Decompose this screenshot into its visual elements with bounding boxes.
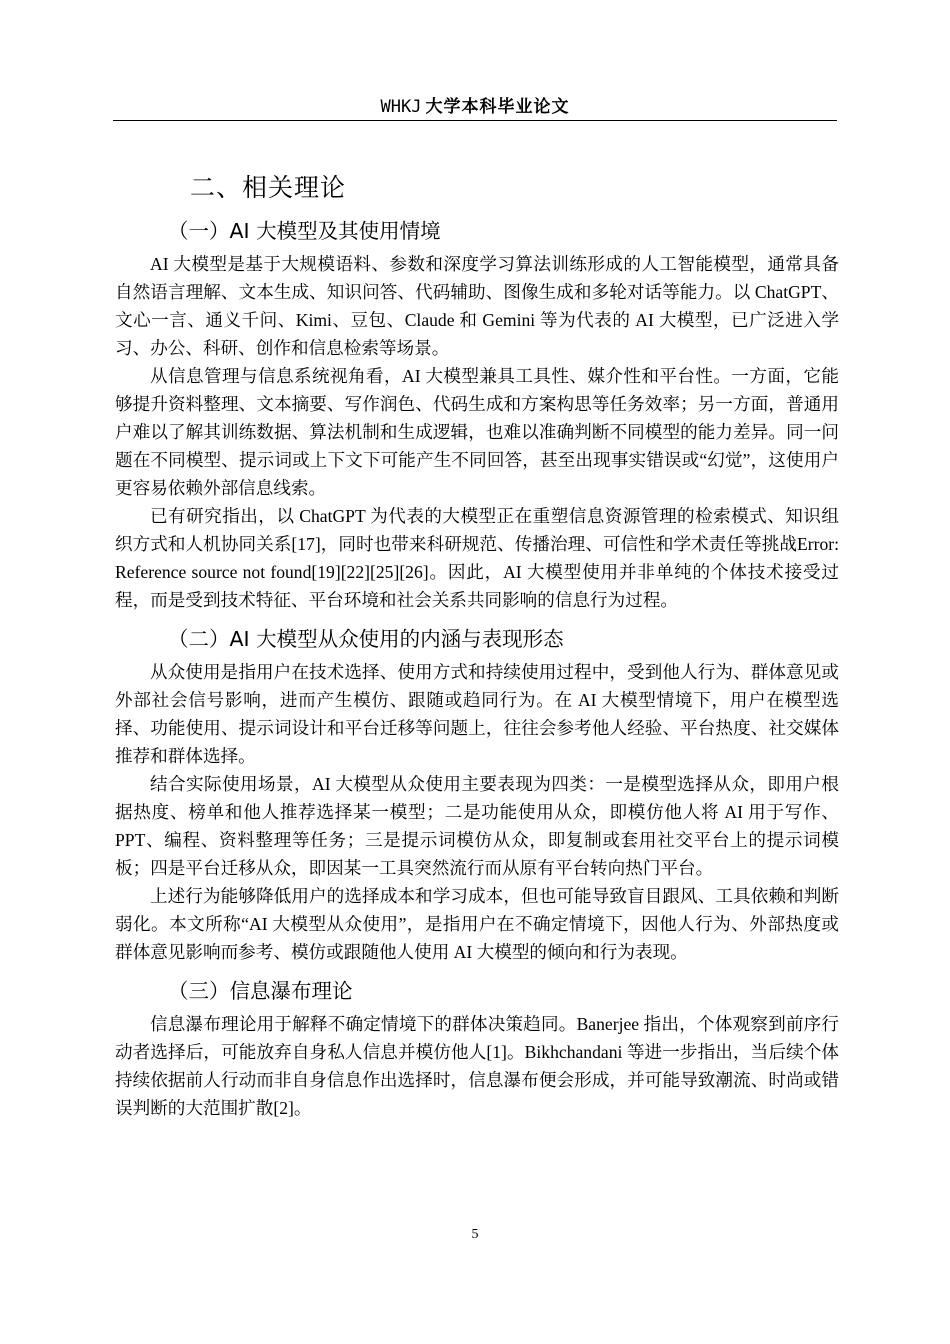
- paragraph: 信息瀑布理论用于解释不确定情境下的群体决策趋同。Banerjee 指出，个体观察到前序行动者选择后，可能放弃自身私人信息并模仿他人[1]。Bikhchandani 等进一步指出，当后续个体持续依据前人行动而非自身信息作出选择时，信息瀑布便会形成，并可能导致潮流、时尚或错误判断的大范围扩散[2]。: [115, 1014, 839, 1118]
- paragraph: 已有研究指出，以 ChatGPT 为代表的大模型正在重塑信息资源管理的检索模式、知识组织方式和人机协同关系[17]，同时也带来科研规范、传播治理、可信性和学术责任等挑战Error: Reference source not found[19][22][25][26]。因此，AI 大模型使用并非单纯的个体技术接受过程，而是受到技术特征、平台环境和社会关系共同影响的信息行为过程。: [115, 506, 839, 610]
- header-title: 大学本科毕业论文: [425, 97, 570, 117]
- section-heading-1: （一）AI 大模型及其使用情境: [168, 219, 441, 243]
- paragraph: 上述行为能够降低用户的选择成本和学习成本，但也可能导致盲目跟风、工具依赖和判断弱化。本文所称“AI 大模型从众使用”，是指用户在不确定情境下，因他人行为、外部热度或群体意见影响而参考、模仿或跟随他人使用 AI 大模型的倾向和行为表现。: [115, 886, 839, 962]
- document-body: [115, 168, 839, 1122]
- section-heading-3: （三）信息瀑布理论: [168, 979, 353, 1003]
- paragraph: 从众使用是指用户在技术选择、使用方式和持续使用过程中，受到他人行为、群体意见或外部社会信号影响，进而产生模仿、跟随或趋同行为。在 AI 大模型情境下，用户在模型选择、功能使用、提示词设计和平台迁移等问题上，往往会参考他人经验、平台热度、社交媒体推荐和群体选择。: [115, 662, 839, 766]
- page-header: [113, 94, 837, 121]
- paragraph: 从信息管理与信息系统视角看，AI 大模型兼具工具性、媒介性和平台性。一方面，它能够提升资料整理、文本摘要、写作润色、代码生成和方案构思等任务效率；另一方面，普通用户难以了解其训练数据、算法机制和生成逻辑，也难以准确判断不同模型的能力差异。同一问题在不同模型、提示词或上下文下可能产生不同回答，甚至出现事实错误或“幻觉”，这使用户更容易依赖外部信息线索。: [115, 366, 839, 498]
- chapter-title: 二、相关理论: [190, 173, 347, 202]
- page-number: 5: [471, 1227, 479, 1242]
- paragraph: 结合实际使用场景，AI 大模型从众使用主要表现为四类：一是模型选择从众，即用户根据热度、榜单和他人推荐选择某一模型；二是功能使用从众，即模仿他人将 AI 用于写作、PPT、编程、资料整理等任务；三是提示词模仿从众，即复制或套用社交平台上的提示词模板；四是平台迁移从众，即因某一工具突然流行而从原有平台转向热门平台。: [115, 774, 839, 878]
- paragraph: AI 大模型是基于大规模语料、参数和深度学习算法训练形成的人工智能模型，通常具备自然语言理解、文本生成、知识问答、代码辅助、图像生成和多轮对话等能力。以 ChatGPT、文心一言、通义千问、Kimi、豆包、Claude 和 Gemini 等为代表的 AI 大模型，已广泛进入学习、办公、科研、创作和信息检索等场景。: [115, 254, 839, 358]
- section-heading-2: （二）AI 大模型从众使用的内涵与表现形态: [168, 627, 564, 651]
- header-school: WHKJ: [380, 97, 422, 117]
